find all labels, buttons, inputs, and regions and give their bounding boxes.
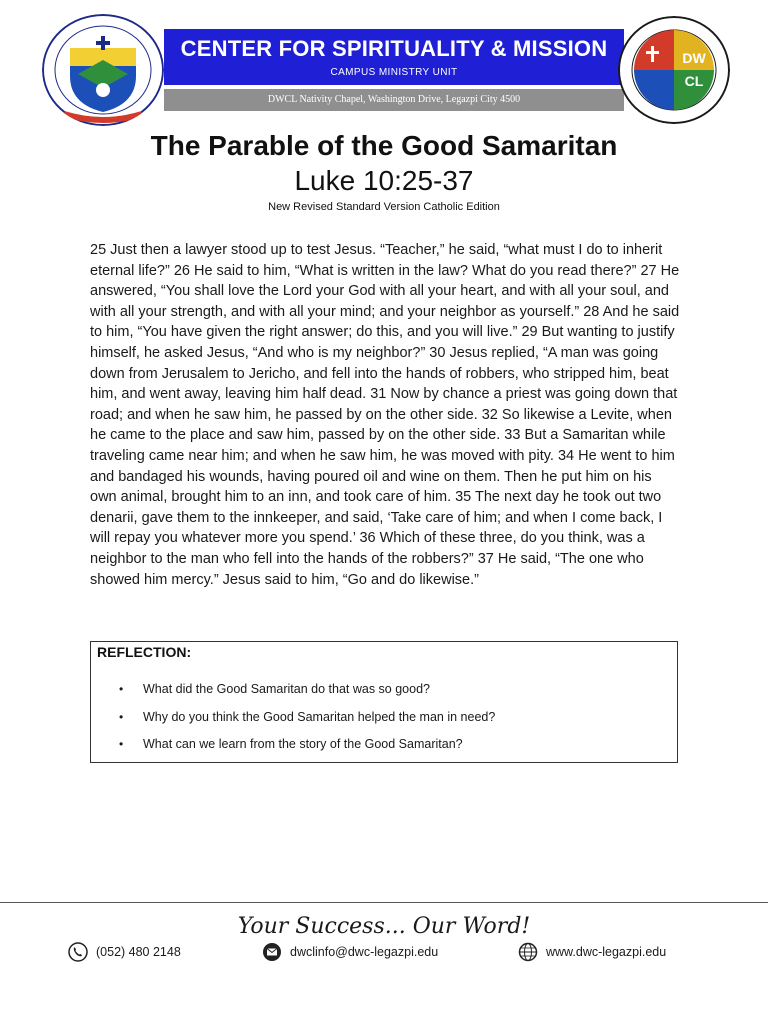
reflection-question: [119, 710, 495, 738]
email-address[interactable]: dwclinfo@dwc-legazpi.edu: [290, 945, 439, 959]
center-seal-logo: [618, 16, 730, 124]
bullet-icon: •: [119, 682, 124, 696]
question-text: What did the Good Samaritan do that was so good?: [143, 682, 430, 696]
reflection-questions: [119, 682, 495, 765]
address-text: DWCL Nativity Chapel, Washington Drive, Legazpi City 4500: [267, 94, 521, 105]
reflection-box: [90, 641, 678, 763]
phone-number: (052) 480 2148: [96, 945, 181, 959]
document-title: The Parable of the Good Samaritan: [150, 130, 618, 161]
contact-website: [518, 942, 666, 962]
question-text: Why do you think the Good Samaritan helped the man in need?: [143, 709, 496, 724]
footer-tagline: Your Success... Our Word!: [237, 914, 531, 939]
footer-divider: [0, 902, 768, 903]
website-url[interactable]: www.dwc-legazpi.edu: [546, 945, 667, 959]
globe-icon: [518, 942, 538, 962]
phone-icon: [68, 942, 88, 962]
reflection-question: [119, 737, 495, 765]
reflection-question: [119, 682, 495, 710]
question-text: What can we learn from the story of the Good Samaritan?: [143, 737, 463, 751]
unit-label: CAMPUS MINISTRY UNIT: [330, 67, 458, 78]
seal-abbr-bottom: CL: [684, 73, 704, 89]
reflection-heading: REFLECTION:: [97, 644, 192, 660]
contact-email: [262, 942, 438, 962]
bible-version: New Revised Standard Version Catholic Edition: [268, 201, 500, 213]
college-seal-logo: [42, 14, 164, 126]
bullet-icon: •: [119, 709, 124, 724]
email-icon: [262, 942, 282, 962]
scripture-reference: Luke 10:25-37: [294, 165, 474, 196]
center-title: CENTER FOR SPIRITUALITY & MISSION: [180, 36, 608, 61]
bullet-icon: •: [119, 737, 124, 751]
scripture-passage: 25 Just then a lawyer stood up to test Jesus. “Teacher,” he said, “what must I do to inherit eternal life?” 26 He said to him, “What is written in the law? What do you read there?” 27 He answered, “You shall love the Lord your God with all your heart, and with all your soul, and with all your strength, and with all your mind; and your neighbor as yourself.” 28 And he said to him, “You have given the right answer; do this, and you will live.” 29 But wanting to justify himself, he asked Jesus, “And who is my neighbor?” 30 Jesus replied, “A man was going down from Jerusalem to Jericho, and fell into the hands of robbers, who stripped him, beat him, and went away, leaving him half dead. 31 Now by chance a priest was going down that road; and when he saw him, he passed by on the other side. 32 So likewise a Levite, when he came to the place and saw him, passed by on the other side. 33 But a Samaritan while traveling came near him; and when he saw him, he was moved with pity. 34 He went to him and bandaged his wounds, having poured oil and wine on them. Then he put him on his own animal, brought him to an inn, and took care of him. 35 The next day he took out two denarii, gave them to the innkeeper, and said, ‘Take care of him; and when I come back, I will repay you whatever more you spend.’ 36 Which of these three, do you think, was a neighbor to the man who fell into the hands of the robbers?” 37 He said, “The one who showed him mercy.” Jesus said to him, “Go and do likewise.”: [90, 242, 680, 588]
contact-phone: [68, 942, 181, 962]
seal-abbr-top: DW: [682, 50, 706, 66]
